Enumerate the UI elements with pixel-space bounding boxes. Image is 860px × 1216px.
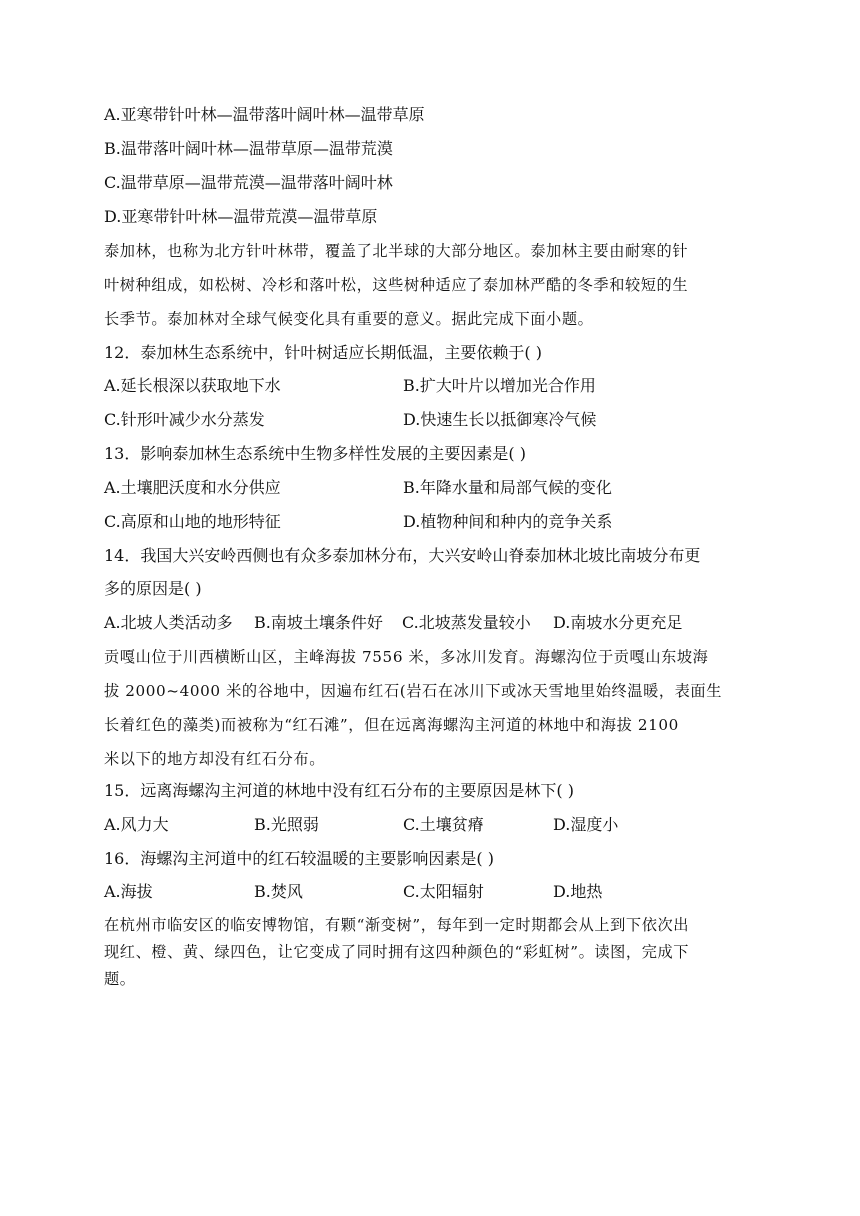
option-a-prev: A.亚寒带针叶林—温带落叶阔叶林—温带草原 <box>104 105 425 124</box>
passage-gongga-line-4: 米以下的地方却没有红石分布。 <box>104 750 326 768</box>
passage-taiga-line-3: 长季节。泰加林对全球气候变化具有重要的意义。据此完成下面小题。 <box>104 310 594 328</box>
passage-gongga-line-1: 贡嘎山位于川西横断山区，主峰海拔 7556 米，多冰川发育。海螺沟位于贡嘎山东坡海 <box>104 648 709 666</box>
passage-rainbow-tree-line-3: 题。 <box>104 970 136 988</box>
question-15-option-b: B.光照弱 <box>254 815 319 834</box>
question-15-option-a: A.风力大 <box>104 815 169 834</box>
question-14-stem-line-1: 14．我国大兴安岭西侧也有众多泰加林分布，大兴安岭山脊泰加林北坡比南坡分布更 <box>104 546 701 565</box>
question-14-option-d: D.南坡水分更充足 <box>553 613 683 632</box>
question-16-option-a: A.海拔 <box>104 882 153 901</box>
question-13-option-a: A.土壤肥沃度和水分供应 <box>104 478 281 497</box>
passage-rainbow-tree-line-1: 在杭州市临安区的临安博物馆，有颗“渐变树”，每年到一定时期都会从上到下依次出 <box>104 916 690 934</box>
question-16-option-c: C.太阳辐射 <box>403 882 484 901</box>
option-d-prev: D.亚寒带针叶林—温带荒漠—温带草原 <box>104 207 378 226</box>
question-15-stem: 15．远离海螺沟主河道的林地中没有红石分布的主要原因是林下( ) <box>104 781 574 800</box>
option-c-prev: C.温带草原—温带荒漠—温带落叶阔叶林 <box>104 173 393 192</box>
question-12-option-b: B.扩大叶片以增加光合作用 <box>403 376 596 395</box>
question-13-option-c: C.高原和山地的地形特征 <box>104 512 281 531</box>
question-15-option-c: C.土壤贫瘠 <box>403 815 484 834</box>
option-b-prev: B.温带落叶阔叶林—温带草原—温带荒漠 <box>104 139 393 158</box>
question-12-option-a: A.延长根深以获取地下水 <box>104 376 281 395</box>
question-12-option-d: D.快速生长以抵御寒冷气候 <box>403 410 597 429</box>
question-12-option-c: C.针形叶减少水分蒸发 <box>104 410 265 429</box>
passage-taiga-line-1: 泰加林，也称为北方针叶林带，覆盖了北半球的大部分地区。泰加林主要由耐寒的针 <box>104 242 689 260</box>
question-16-option-b: B.焚风 <box>254 882 303 901</box>
passage-taiga-line-2: 叶树种组成，如松树、冷杉和落叶松，这些树种适应了泰加林严酷的冬季和较短的生 <box>104 276 689 294</box>
question-15-option-d: D.湿度小 <box>553 815 619 834</box>
question-14-stem-line-2: 多的原因是( ) <box>104 579 202 598</box>
question-16-option-d: D.地热 <box>553 882 603 901</box>
question-16-stem: 16．海螺沟主河道中的红石较温暖的主要影响因素是( ) <box>104 849 494 868</box>
question-13-option-b: B.年降水量和局部气候的变化 <box>403 478 612 497</box>
question-13-option-d: D.植物种间和种内的竞争关系 <box>403 512 613 531</box>
passage-gongga-line-2: 拔 2000~4000 米的谷地中，因遍布红石(岩石在冰川下或冰天雪地里始终温暖，表面生 <box>104 682 723 700</box>
question-14-option-b: B.南坡土壤条件好 <box>254 613 383 632</box>
question-12-stem: 12．泰加林生态系统中，针叶树适应长期低温，主要依赖于( ) <box>104 343 542 362</box>
passage-rainbow-tree-line-2: 现红、橙、黄、绿四色，让它变成了同时拥有这四种颜色的“彩虹树”。读图，完成下 <box>104 943 690 961</box>
passage-gongga-line-3: 长着红色的藻类)而被称为“红石滩”，但在远离海螺沟主河道的林地中和海拔 2100 <box>104 716 679 734</box>
question-14-option-c: C.北坡蒸发量较小 <box>402 613 531 632</box>
question-14-option-a: A.北坡人类活动多 <box>104 613 233 632</box>
question-13-stem: 13．影响泰加林生态系统中生物多样性发展的主要因素是( ) <box>104 444 526 463</box>
